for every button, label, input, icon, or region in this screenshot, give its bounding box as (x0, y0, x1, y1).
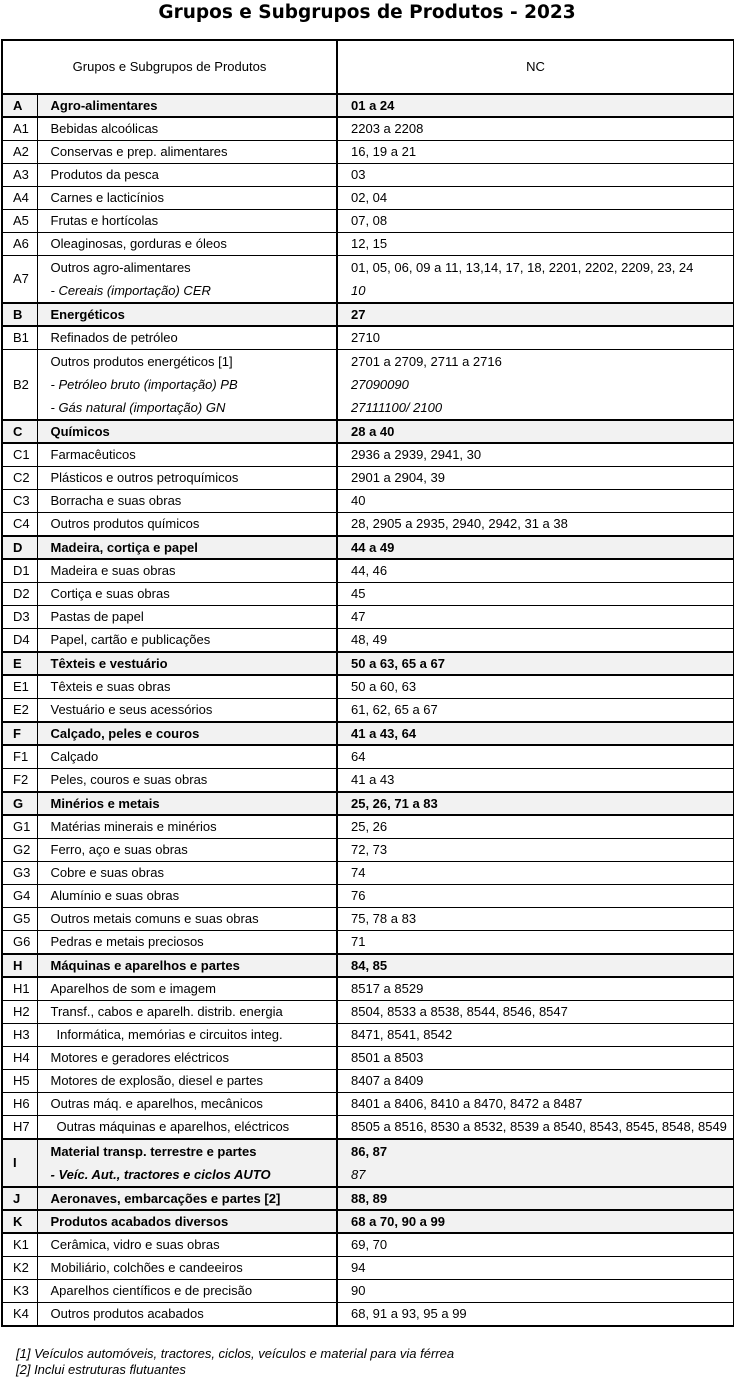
row-nc (337, 350, 734, 421)
row-nc: 02, 04 (337, 187, 734, 210)
row-code: H (2, 954, 37, 977)
row-name: Pastas de papel (37, 606, 337, 629)
row-nc: 64 (337, 745, 734, 769)
row-code: B1 (2, 326, 37, 350)
row-code: F (2, 722, 37, 745)
row-code: C3 (2, 490, 37, 513)
row-name: Madeira, cortiça e papel (37, 536, 337, 559)
row-name-line: Outros produtos energéticos [1] (50, 354, 233, 369)
row-name-line: - Veíc. Aut., tractores e ciclos AUTO (50, 1167, 271, 1182)
row-name (37, 350, 337, 421)
row-nc: 69, 70 (337, 1233, 734, 1257)
row-nc: 84, 85 (337, 954, 734, 977)
row-nc: 8517 a 8529 (337, 977, 734, 1001)
row-name: Aparelhos de som e imagem (37, 977, 337, 1001)
row-nc: 76 (337, 885, 734, 908)
row-code: F1 (2, 745, 37, 769)
row-code: H6 (2, 1093, 37, 1116)
group-row (2, 722, 734, 745)
subgroup-row (2, 443, 734, 467)
row-code: G6 (2, 931, 37, 955)
row-nc: 50 a 60, 63 (337, 675, 734, 699)
group-row (2, 420, 734, 443)
subgroup-row (2, 1001, 734, 1024)
subgroup-row (2, 1303, 734, 1327)
row-nc: 44 a 49 (337, 536, 734, 559)
subgroup-row (2, 908, 734, 931)
group-row (2, 652, 734, 675)
subgroup-row (2, 977, 734, 1001)
subgroup-row (2, 490, 734, 513)
row-name: Químicos (37, 420, 337, 443)
row-name: Calçado (37, 745, 337, 769)
table-header-row (2, 40, 734, 94)
row-nc-line: 27111100/ 2100 (351, 400, 443, 415)
row-code: D4 (2, 629, 37, 653)
row-name: Outros produtos acabados (37, 1303, 337, 1327)
row-code: G3 (2, 862, 37, 885)
row-name-line: - Petróleo bruto (importação) PB (50, 377, 238, 392)
row-nc-line: 10 (351, 283, 366, 298)
subgroup-row (2, 839, 734, 862)
row-nc: 41 a 43 (337, 769, 734, 793)
row-name: Calçado, peles e couros (37, 722, 337, 745)
row-code: A1 (2, 117, 37, 141)
header-nc: NC (337, 40, 734, 94)
row-name: Transf., cabos e aparelh. distrib. energia (37, 1001, 337, 1024)
row-code: J (2, 1187, 37, 1210)
row-nc-line: 87 (351, 1167, 366, 1182)
row-name: Peles, couros e suas obras (37, 769, 337, 793)
row-name-line: - Cereais (importação) CER (50, 283, 211, 298)
subgroup-row (2, 1233, 734, 1257)
group-row (2, 1139, 734, 1187)
row-nc-line: 86, 87 (351, 1144, 388, 1159)
row-name: Têxteis e vestuário (37, 652, 337, 675)
subgroup-row (2, 629, 734, 653)
row-name: Farmacêuticos (37, 443, 337, 467)
row-code: C (2, 420, 37, 443)
row-name: Máquinas e aparelhos e partes (37, 954, 337, 977)
subgroup-row (2, 233, 734, 256)
row-nc: 90 (337, 1280, 734, 1303)
row-nc: 8504, 8533 a 8538, 8544, 8546, 8547 (337, 1001, 734, 1024)
row-name: Plásticos e outros petroquímicos (37, 467, 337, 490)
subgroup-row (2, 885, 734, 908)
subgroup-row (2, 583, 734, 606)
row-code: E (2, 652, 37, 675)
row-code: A4 (2, 187, 37, 210)
row-code: G1 (2, 815, 37, 839)
row-code: G (2, 792, 37, 815)
subgroup-row (2, 187, 734, 210)
row-nc: 88, 89 (337, 1187, 734, 1210)
subgroup-row (2, 675, 734, 699)
row-name-line: Outros agro-alimentares (50, 260, 191, 275)
subgroup-row (2, 559, 734, 583)
subgroup-row (2, 1116, 734, 1140)
row-name: Matérias minerais e minérios (37, 815, 337, 839)
group-row (2, 94, 734, 117)
subgroup-row (2, 606, 734, 629)
row-code: D2 (2, 583, 37, 606)
row-code: H3 (2, 1024, 37, 1047)
row-nc: 68 a 70, 90 a 99 (337, 1210, 734, 1233)
row-name: Agro-alimentares (37, 94, 337, 117)
group-row (2, 954, 734, 977)
row-nc: 50 a 63, 65 a 67 (337, 652, 734, 675)
row-code: H1 (2, 977, 37, 1001)
row-name-line: - Gás natural (importação) GN (50, 400, 226, 415)
row-nc: 48, 49 (337, 629, 734, 653)
row-name: Têxteis e suas obras (37, 675, 337, 699)
subgroup-row (2, 164, 734, 187)
row-name: Frutas e hortícolas (37, 210, 337, 233)
group-row (2, 536, 734, 559)
row-nc: 12, 15 (337, 233, 734, 256)
row-code: G2 (2, 839, 37, 862)
row-nc: 2936 a 2939, 2941, 30 (337, 443, 734, 467)
row-code: H5 (2, 1070, 37, 1093)
row-nc-line: 2701 a 2709, 2711 a 2716 (351, 354, 502, 369)
row-name: Energéticos (37, 303, 337, 326)
subgroup-row (2, 815, 734, 839)
row-code: K1 (2, 1233, 37, 1257)
row-nc: 75, 78 a 83 (337, 908, 734, 931)
row-nc: 2901 a 2904, 39 (337, 467, 734, 490)
row-nc: 61, 62, 65 a 67 (337, 699, 734, 723)
subgroup-row (2, 141, 734, 164)
row-nc: 28, 2905 a 2935, 2940, 2942, 31 a 38 (337, 513, 734, 537)
row-code: H7 (2, 1116, 37, 1140)
row-code: A5 (2, 210, 37, 233)
row-name: Vestuário e seus acessórios (37, 699, 337, 723)
row-nc: 74 (337, 862, 734, 885)
row-name: Pedras e metais preciosos (37, 931, 337, 955)
row-code: D3 (2, 606, 37, 629)
row-code: D1 (2, 559, 37, 583)
row-name: Cerâmica, vidro e suas obras (37, 1233, 337, 1257)
row-nc: 71 (337, 931, 734, 955)
row-code: H2 (2, 1001, 37, 1024)
row-nc: 8501 a 8503 (337, 1047, 734, 1070)
row-name: Ferro, aço e suas obras (37, 839, 337, 862)
row-nc: 47 (337, 606, 734, 629)
row-code: C4 (2, 513, 37, 537)
row-nc: 94 (337, 1257, 734, 1280)
subgroup-row (2, 1093, 734, 1116)
row-code: I (2, 1139, 37, 1187)
row-code: E1 (2, 675, 37, 699)
row-code: A (2, 94, 37, 117)
row-nc: 8471, 8541, 8542 (337, 1024, 734, 1047)
group-row (2, 303, 734, 326)
row-nc: 25, 26 (337, 815, 734, 839)
row-name: Motores e geradores eléctricos (37, 1047, 337, 1070)
row-nc: 45 (337, 583, 734, 606)
row-code: H4 (2, 1047, 37, 1070)
row-code: K (2, 1210, 37, 1233)
group-row (2, 792, 734, 815)
subgroup-row (2, 1280, 734, 1303)
row-code: G4 (2, 885, 37, 908)
footnotes (16, 1346, 454, 1378)
subgroup-row (2, 1257, 734, 1280)
row-nc: 40 (337, 490, 734, 513)
row-name: Oleaginosas, gorduras e óleos (37, 233, 337, 256)
row-nc-line: 01, 05, 06, 09 a 11, 13,14, 17, 18, 2201, 2202, 2209, 23, 24 (351, 260, 694, 275)
row-name (37, 1139, 337, 1187)
header-groups: Grupos e Subgrupos de Produtos (2, 40, 337, 94)
row-name: Conservas e prep. alimentares (37, 141, 337, 164)
subgroup-row (2, 326, 734, 350)
subgroup-row (2, 1024, 734, 1047)
row-name: Aparelhos científicos e de precisão (37, 1280, 337, 1303)
row-code: B2 (2, 350, 37, 421)
subgroup-row (2, 862, 734, 885)
subgroup-row (2, 513, 734, 537)
footnote-1: [1] Veículos automóveis, tractores, ciclos, veículos e material para via férrea (16, 1346, 455, 1361)
subgroup-row (2, 1070, 734, 1093)
row-nc: 2203 a 2208 (337, 117, 734, 141)
group-row (2, 1210, 734, 1233)
subgroup-row (2, 699, 734, 723)
row-nc-line: 27090090 (351, 377, 409, 392)
subgroup-row (2, 256, 734, 304)
row-name: Outros produtos químicos (37, 513, 337, 537)
row-nc: 2710 (337, 326, 734, 350)
row-code: C1 (2, 443, 37, 467)
row-code: C2 (2, 467, 37, 490)
row-code: K2 (2, 1257, 37, 1280)
row-nc: 8401 a 8406, 8410 a 8470, 8472 a 8487 (337, 1093, 734, 1116)
row-nc: 01 a 24 (337, 94, 734, 117)
row-name: Produtos acabados diversos (37, 1210, 337, 1233)
row-nc: 72, 73 (337, 839, 734, 862)
row-name: Cobre e suas obras (37, 862, 337, 885)
row-name: Borracha e suas obras (37, 490, 337, 513)
row-nc: 41 a 43, 64 (337, 722, 734, 745)
subgroup-row (2, 931, 734, 955)
row-name: Aeronaves, embarcações e partes [2] (37, 1187, 337, 1210)
row-nc: 8505 a 8516, 8530 a 8532, 8539 a 8540, 8543, 8545, 8548, 8549 (337, 1116, 734, 1140)
row-nc: 68, 91 a 93, 95 a 99 (337, 1303, 734, 1327)
row-nc: 25, 26, 71 a 83 (337, 792, 734, 815)
row-nc: 44, 46 (337, 559, 734, 583)
row-code: B (2, 303, 37, 326)
row-name: Mobiliário, colchões e candeeiros (37, 1257, 337, 1280)
row-nc (337, 1139, 734, 1187)
row-name: Informática, memórias e circuitos integ. (37, 1024, 337, 1047)
row-code: A7 (2, 256, 37, 304)
row-name: Refinados de petróleo (37, 326, 337, 350)
row-name: Outras máq. e aparelhos, mecânicos (37, 1093, 337, 1116)
subgroup-row (2, 350, 734, 421)
subgroup-row (2, 745, 734, 769)
row-nc: 8407 a 8409 (337, 1070, 734, 1093)
row-nc (337, 256, 734, 304)
row-nc: 27 (337, 303, 734, 326)
row-nc: 28 a 40 (337, 420, 734, 443)
row-name-line: Material transp. terrestre e partes (50, 1144, 257, 1159)
row-code: E2 (2, 699, 37, 723)
product-groups-table (1, 39, 734, 1327)
row-name: Alumínio e suas obras (37, 885, 337, 908)
row-code: A6 (2, 233, 37, 256)
row-name: Carnes e lacticínios (37, 187, 337, 210)
row-code: A3 (2, 164, 37, 187)
subgroup-row (2, 467, 734, 490)
subgroup-row (2, 117, 734, 141)
row-name: Bebidas alcoólicas (37, 117, 337, 141)
row-code: F2 (2, 769, 37, 793)
row-code: A2 (2, 141, 37, 164)
subgroup-row (2, 1047, 734, 1070)
row-code: D (2, 536, 37, 559)
subgroup-row (2, 210, 734, 233)
row-code: K4 (2, 1303, 37, 1327)
row-name: Outras máquinas e aparelhos, eléctricos (37, 1116, 337, 1140)
subgroup-row (2, 769, 734, 793)
row-nc: 03 (337, 164, 734, 187)
row-name: Motores de explosão, diesel e partes (37, 1070, 337, 1093)
row-name: Papel, cartão e publicações (37, 629, 337, 653)
row-name (37, 256, 337, 304)
row-name: Minérios e metais (37, 792, 337, 815)
row-name: Outros metais comuns e suas obras (37, 908, 337, 931)
row-name: Cortiça e suas obras (37, 583, 337, 606)
row-nc: 16, 19 a 21 (337, 141, 734, 164)
row-name: Produtos da pesca (37, 164, 337, 187)
page-title: Grupos e Subgrupos de Produtos - 2023 (158, 2, 576, 23)
row-nc: 07, 08 (337, 210, 734, 233)
row-name: Madeira e suas obras (37, 559, 337, 583)
group-row (2, 1187, 734, 1210)
row-code: G5 (2, 908, 37, 931)
footnote-2: [2] Inclui estruturas flutuantes (16, 1362, 186, 1377)
row-code: K3 (2, 1280, 37, 1303)
